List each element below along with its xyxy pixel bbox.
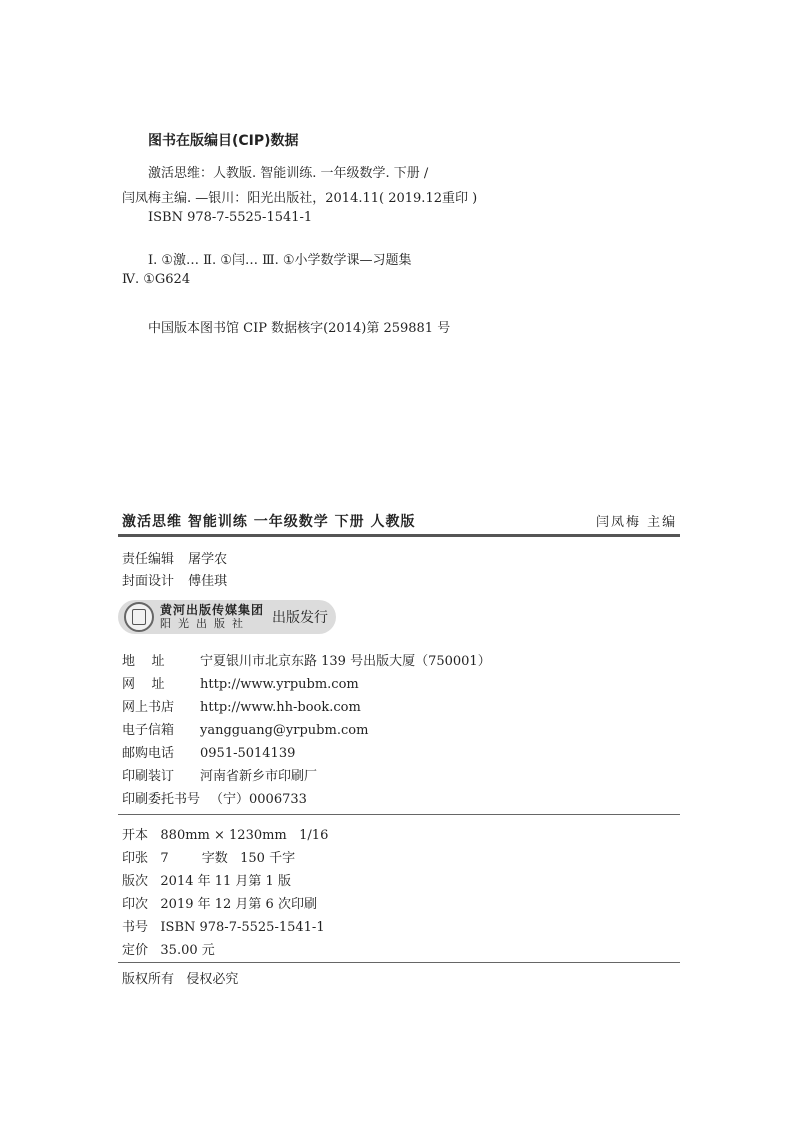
cip-line-classification: Ⅳ. ①G624	[122, 272, 191, 287]
spec-row-format: 开本 880mm × 1230mm 1/16	[122, 828, 329, 843]
credit-value: 屠学农	[188, 552, 228, 567]
cip-line-isbn: ISBN 978-7-5525-1541-1	[148, 210, 313, 225]
contact-label: 网 址	[122, 677, 165, 692]
contact-row	[122, 673, 359, 692]
cip-line-publisher: 闫凤梅主编. —银川：阳光出版社，2014.11( 2019.12重印 )	[122, 191, 478, 206]
publisher-badge	[118, 600, 336, 634]
contact-row	[122, 742, 295, 761]
credit-label: 责任编辑	[122, 552, 175, 567]
contact-label: 印刷委托书号	[122, 792, 201, 807]
publisher-action: 出版发行	[272, 610, 329, 626]
spec-row-isbn: 书号 ISBN 978-7-5525-1541-1	[122, 920, 325, 935]
contact-row	[122, 696, 361, 715]
spec-row-sheets: 印张 7 字数 150 千字	[122, 851, 296, 866]
contact-label: 电子信箱	[122, 723, 175, 738]
cip-line-record-number: 中国版本图书馆 CIP 数据核字(2014)第 259881 号	[148, 321, 451, 336]
contact-label: 地 址	[122, 654, 165, 669]
contact-label: 印刷装订	[122, 769, 175, 784]
credit-row	[122, 570, 227, 589]
contact-row	[122, 765, 317, 784]
header-divider	[118, 534, 680, 537]
contact-value: yangguang@yrpubm.com	[200, 723, 369, 738]
credit-value: 傅佳琪	[188, 574, 228, 589]
contact-value: http://www.hh-book.com	[200, 700, 361, 715]
contact-label: 邮购电话	[122, 746, 175, 761]
chief-editor: 闫凤梅 主编	[596, 515, 678, 530]
section-divider	[118, 814, 680, 815]
contact-row	[122, 650, 491, 669]
spec-row-printing: 印次 2019 年 12 月第 6 次印刷	[122, 897, 317, 912]
publisher-name: 阳光出版社	[160, 617, 250, 630]
contact-value: 宁夏银川市北京东路 139 号出版大厦（750001）	[200, 654, 491, 669]
book-title: 激活思维 智能训练 一年级数学 下册 人教版	[122, 514, 416, 530]
contact-value: 河南省新乡市印刷厂	[200, 769, 318, 784]
spec-row-edition: 版次 2014 年 11 月第 1 版	[122, 874, 291, 889]
cip-line-subjects: Ⅰ. ①激… Ⅱ. ①闫… Ⅲ. ①小学数学课—习题集	[148, 253, 412, 268]
copyright-notice: 版权所有 侵权必究	[122, 972, 239, 987]
contact-value: http://www.yrpubm.com	[200, 677, 359, 692]
contact-row	[122, 788, 307, 807]
contact-row	[122, 719, 368, 738]
spec-row-price: 定价 35.00 元	[122, 943, 215, 958]
credit-row	[122, 548, 227, 567]
contact-value: （宁）0006733	[210, 792, 307, 807]
contact-value: 0951-5014139	[200, 746, 296, 761]
publisher-logo-icon	[124, 602, 154, 632]
contact-label: 网上书店	[122, 700, 175, 715]
cip-line-title: 激活思维：人教版. 智能训练. 一年级数学. 下册 /	[148, 166, 429, 181]
credit-label: 封面设计	[122, 574, 175, 589]
cip-title: 图书在版编目(CIP)数据	[148, 133, 299, 149]
publisher-group-name: 黄河出版传媒集团	[160, 603, 265, 617]
section-divider	[118, 962, 680, 963]
